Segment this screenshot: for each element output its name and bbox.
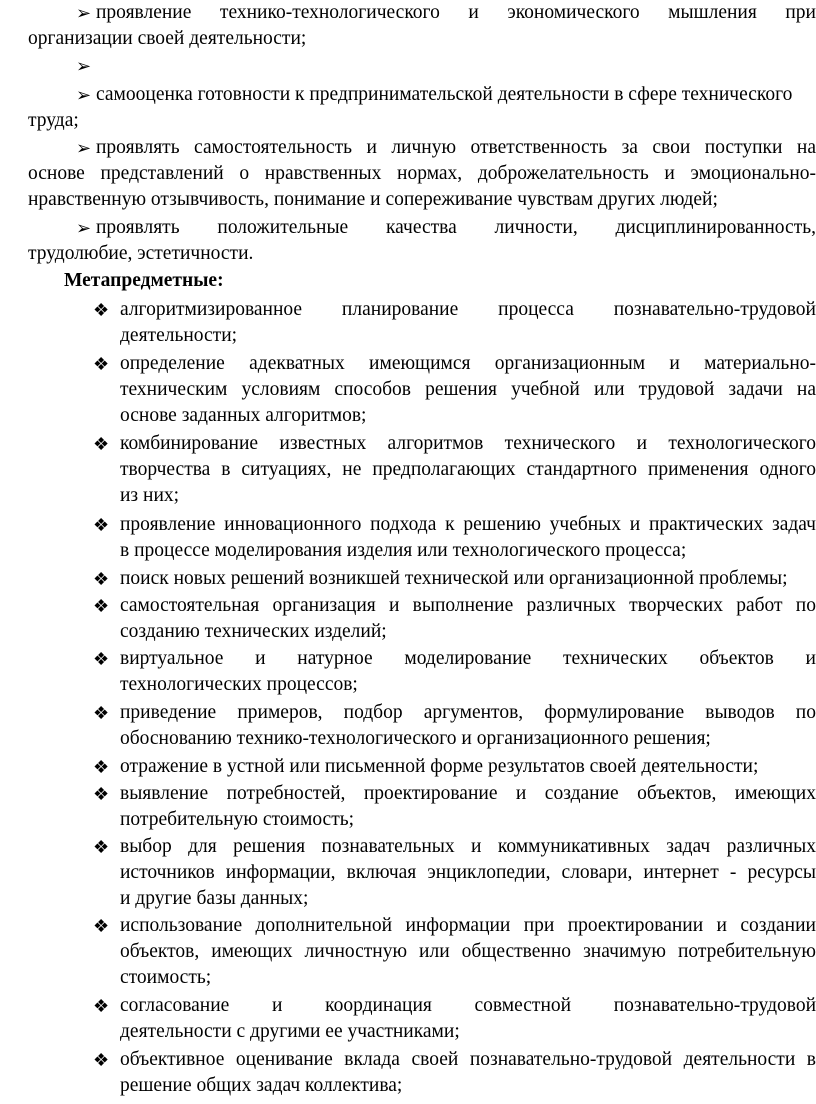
diamond-bullet-icon: ❖ [93, 596, 110, 616]
meta-item [120, 781, 816, 833]
arrow-bullet-icon: ➢ [76, 3, 92, 23]
text-line: трудолюбие, эстетичности. [28, 243, 254, 264]
diamond-bullet-icon: ❖ [93, 569, 110, 589]
meta-item [120, 993, 816, 1045]
diamond-bullet-icon: ❖ [93, 515, 110, 535]
text-line: организации своей деятельности; [28, 28, 307, 49]
text-line: творчества в ситуациях, не предполагающих стандартного применения одного [120, 459, 816, 480]
personal-item [28, 0, 816, 52]
text-line: решение общих задач коллектива; [120, 1075, 403, 1096]
text-line: проявлять положительные качества личности, дисциплинированность, [96, 217, 816, 238]
text-line: виртуальное и натурное моделирование технических объектов и [120, 648, 816, 669]
personal-item [28, 215, 816, 267]
diamond-bullet-icon: ❖ [93, 784, 110, 804]
text-line: деятельности с другими ее участниками; [120, 1021, 460, 1042]
meta-item [120, 834, 816, 912]
text-line: созданию технических изделий; [120, 621, 387, 642]
text-line: алгоритмизированное планирование процесса познавательно-трудовой [120, 299, 816, 320]
arrow-bullet-icon: ➢ [76, 56, 92, 76]
diamond-bullet-icon: ❖ [93, 703, 110, 723]
meta-item [120, 566, 816, 592]
text-line: потребительную стоимость; [120, 809, 355, 830]
meta-item [120, 1047, 816, 1099]
meta-item [120, 646, 816, 698]
text-line: из них; [120, 485, 180, 506]
personal-item [28, 82, 816, 134]
text-line: обоснованию технико-технологического и организационного решения; [120, 728, 711, 749]
text-line: деятельности; [120, 325, 238, 346]
diamond-bullet-icon: ❖ [93, 300, 110, 320]
text-line: поиск новых решений возникшей технической или организационной проблемы; [120, 568, 788, 589]
diamond-bullet-icon: ❖ [93, 1050, 110, 1070]
meta-item [120, 431, 816, 509]
text-line: определение адекватных имеющимся организационным и материально- [120, 353, 816, 374]
text-line: выбор для решения познавательных и коммуникативных задач различных [120, 836, 816, 857]
meta-item [120, 297, 816, 349]
meta-item [120, 593, 816, 645]
text-line: комбинирование известных алгоритмов технического и технологического [120, 433, 816, 454]
text-line: источников информации, включая энциклопедии, словари, интернет - ресурсы [120, 862, 816, 883]
meta-item [120, 512, 816, 564]
diamond-bullet-icon: ❖ [93, 757, 110, 777]
personal-item [28, 135, 816, 213]
text-line: согласование и координация совместной познавательно-трудовой [120, 995, 816, 1016]
text-line: технологических процессов; [120, 674, 358, 695]
section-heading: Метапредметные: [64, 270, 224, 291]
arrow-bullet-icon: ➢ [76, 218, 92, 238]
text-line: самостоятельная организация и выполнение различных творческих работ по [120, 595, 816, 616]
diamond-bullet-icon: ❖ [93, 916, 110, 936]
text-line: проявление технико-технологического и экономического мышления при [96, 2, 816, 23]
personal-item-empty [28, 53, 816, 79]
text-line: проявлять самостоятельность и личную ответственность за свои поступки на [96, 137, 816, 158]
arrow-bullet-icon: ➢ [76, 138, 92, 158]
text-line: объективное оценивание вклада своей познавательно-трудовой деятельности в [120, 1049, 816, 1070]
text-line: использование дополнительной информации при проектировании и создании [120, 915, 816, 936]
text-line: и другие базы данных; [120, 888, 309, 909]
text-line: стоимость; [120, 967, 212, 988]
text-line: в процессе моделирования изделия или технологического процесса; [120, 540, 687, 561]
text-line: техническим условиям способов решения учебной или трудовой задачи на [120, 379, 816, 400]
arrow-bullet-icon: ➢ [76, 85, 92, 105]
text-line: проявление инновационного подхода к решению учебных и практических задач [120, 514, 816, 535]
meta-item [120, 754, 816, 780]
meta-item [120, 913, 816, 991]
diamond-bullet-icon: ❖ [93, 996, 110, 1016]
meta-item [120, 700, 816, 752]
text-line: нравственную отзывчивость, понимание и сопереживание чувствам других людей; [28, 189, 718, 210]
text-line: приведение примеров, подбор аргументов, формулирование выводов по [120, 702, 816, 723]
meta-item [120, 351, 816, 429]
text-line: выявление потребностей, проектирование и создание объектов, имеющих [120, 783, 816, 804]
text-line: основе заданных алгоритмов; [120, 405, 367, 426]
text-line: объектов, имеющих личностную или общественно значимую потребительную [120, 941, 816, 962]
text-line: основе представлений о нравственных нормах, доброжелательность и эмоционально- [28, 163, 816, 184]
text-line: отражение в устной или письменной форме результатов своей деятельности; [120, 756, 759, 777]
diamond-bullet-icon: ❖ [93, 649, 110, 669]
text-line: труда; [28, 110, 79, 131]
diamond-bullet-icon: ❖ [93, 434, 110, 454]
text-line [28, 53, 816, 79]
diamond-bullet-icon: ❖ [93, 837, 110, 857]
diamond-bullet-icon: ❖ [93, 354, 110, 374]
text-line: самооценка готовности к предпринимательской деятельности в сфере технического [96, 84, 793, 105]
